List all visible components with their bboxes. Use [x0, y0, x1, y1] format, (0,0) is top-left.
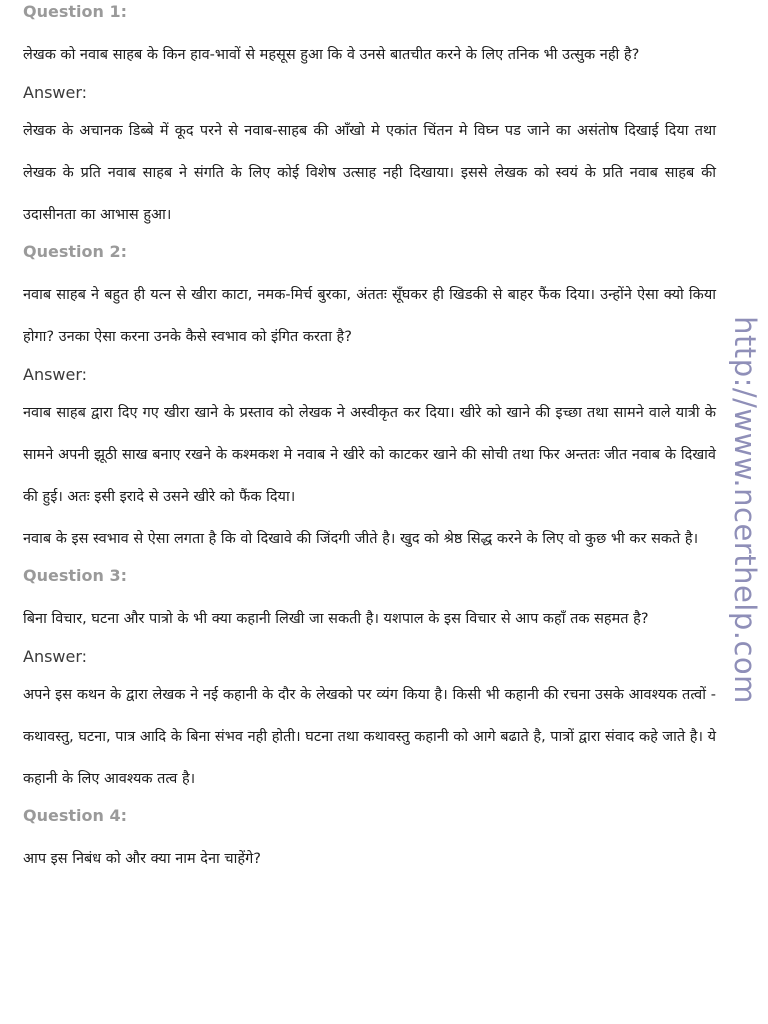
question-block-2 [23, 240, 716, 560]
document-body [23, 0, 716, 880]
answer-paragraph: नवाब के इस स्वभाव से ऐसा लगता है कि वो दिखावे की जिंदगी जीते है। खुद को श्रेष्ठ सिद्ध करने के लिए वो कुछ भी कर सकते है। [23, 531, 699, 547]
site-watermark: http://www.ncerthelp.com [728, 316, 762, 704]
question-text: बिना विचार, घटना और पात्रो के भी क्या कहानी लिखी जा सकती है। यशपाल के इस विचार से आप कहाँ तक सहमत है? [23, 611, 649, 627]
question-block-4 [23, 804, 716, 880]
question-label: Question 1: [23, 2, 127, 21]
question-text: नवाब साहब ने बहुत ही यत्न से खीरा काटा, नमक-मिर्च बुरका, अंततः सूँघकर ही खिडकी से बाहर फैंक दिया। उन्होंने ऐसा क्यो किया होगा? उनका ऐसा करना उनके कैसे स्वभाव को इंगित करता है? [23, 287, 716, 345]
question-block-3 [23, 564, 716, 800]
answer-paragraph: नवाब साहब द्वारा दिए गए खीरा खाने के प्रस्ताव को लेखक ने अस्वीकृत कर दिया। खीरे को खाने की इच्छा तथा सामने वाले यात्री के सामने अपनी झूठी साख बनाए रखने के कश्मकश मे नवाब ने खीरे को काटकर खाने की सोची तथा फिर अन्ततः जीत नवाब के दिखावे की हुई। अतः इसी इरादे से उसने खीरे को फैंक दिया। [23, 405, 716, 505]
question-text: लेखक को नवाब साहब के किन हाव-भावों से महसूस हुआ कि वे उनसे बातचीत करने के लिए तनिक भी उत्सुक नही है? [23, 47, 640, 63]
question-text: आप इस निबंध को और क्या नाम देना चाहेंगे? [23, 851, 261, 867]
answer-label: Answer: [23, 83, 88, 102]
question-block-1 [23, 0, 716, 236]
question-label: Question 3: [23, 566, 127, 585]
answer-paragraph: लेखक के अचानक डिब्बे में कूद परने से नवाब-साहब की आँखो मे एकांत चिंतन मे विघ्न पड जाने का असंतोष दिखाई दिया तथा लेखक के प्रति नवाब साहब ने संगति के लिए कोई विशेष उत्साह नही दिखाया। इससे लेखक को स्वयं के प्रति नवाब साहब की उदासीनता का आभास हुआ। [23, 123, 716, 223]
answer-paragraph: अपने इस कथन के द्वारा लेखक ने नई कहानी के दौर के लेखको पर व्यंग किया है। किसी भी कहानी की रचना उसके आवश्यक तत्वों - कथावस्तु, घटना, पात्र आदि के बिना संभव नही होती। घटना तथा कथावस्तु कहानी को आगे बढाते है, पात्रों द्वारा संवाद कहे जाते है। ये कहानी के लिए आवश्यक तत्व है। [23, 687, 717, 787]
answer-label: Answer: [23, 647, 88, 666]
question-label: Question 4: [23, 806, 127, 825]
answer-label: Answer: [23, 365, 88, 384]
question-label: Question 2: [23, 242, 127, 261]
